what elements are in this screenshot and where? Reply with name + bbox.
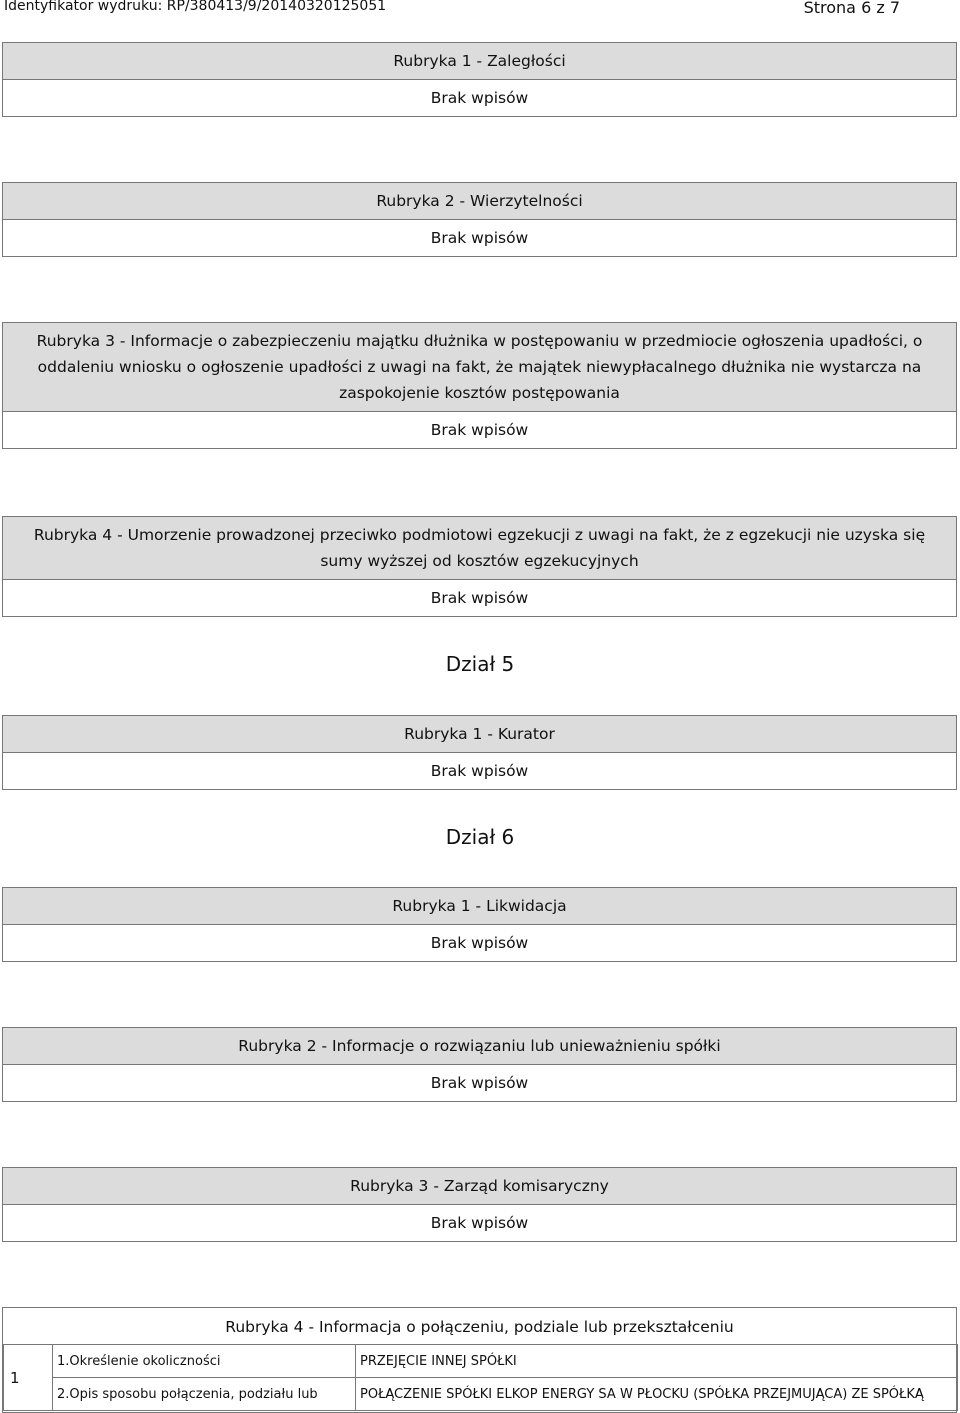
section-title: Rubryka 1 - Likwidacja: [3, 888, 956, 925]
section-zabezpieczenie-majatku: [2, 322, 957, 449]
entry-number: 1: [4, 1345, 53, 1411]
merger-table: [3, 1344, 958, 1411]
page-number: Strona 6 z 7: [803, 0, 900, 17]
print-identifier: Identyfikator wydruku: RP/380413/9/20140320125051: [4, 0, 387, 14]
row-value: POŁĄCZENIE SPÓŁKI ELKOP ENERGY SA W PŁOCKU (SPÓŁKA PRZEJMUJĄCA) ZE SPÓŁKĄ: [356, 1378, 958, 1411]
section-likwidacja: [2, 887, 957, 962]
dzial-6-heading: Dział 6: [445, 825, 515, 849]
section-title: Rubryka 1 - Zaległości: [3, 43, 956, 80]
section-umorzenie-egzekucji: [2, 516, 957, 617]
row-label: 1.Określenie okoliczności: [53, 1345, 356, 1378]
section-value: Brak wpisów: [430, 589, 529, 607]
section-title: Rubryka 2 - Informacje o rozwiązaniu lub unieważnieniu spółki: [3, 1028, 956, 1065]
section-title: Rubryka 3 - Zarząd komisaryczny: [3, 1168, 956, 1205]
section-wierzytelnosci: [2, 182, 957, 257]
section-value: Brak wpisów: [430, 421, 529, 439]
section-title: Rubryka 1 - Kurator: [3, 716, 956, 753]
section-kurator: [2, 715, 957, 790]
section-title: Rubryka 2 - Wierzytelności: [3, 183, 956, 220]
section-value: Brak wpisów: [430, 1214, 529, 1232]
table-row: [4, 1345, 958, 1378]
section-title: Rubryka 3 - Informacje o zabezpieczeniu majątku dłużnika w postępowaniu w przedmiocie ogłoszenia upadłości, o oddaleniu wniosku o ogłoszenie upadłości z uwagi na fakt, że majątek niewypłacalnego dłużnika nie wystarcza na zaspokojenie kosztów postępowania: [3, 323, 956, 412]
section-value: Brak wpisów: [430, 934, 529, 952]
section-zarzad-komisaryczny: [2, 1167, 957, 1242]
section-polaczenie-podzial: [2, 1307, 957, 1413]
section-value: Brak wpisów: [430, 762, 529, 780]
section-rozwiazanie-spolki: [2, 1027, 957, 1102]
row-label: 2.Opis sposobu połączenia, podziału lub: [53, 1378, 356, 1411]
section-value: Brak wpisów: [430, 1074, 529, 1092]
table-row: [4, 1378, 958, 1411]
row-value: PRZEJĘCIE INNEJ SPÓŁKI: [356, 1345, 958, 1378]
section-value: Brak wpisów: [430, 229, 529, 247]
section-title: Rubryka 4 - Informacja o połączeniu, podziale lub przekształceniu: [225, 1318, 734, 1336]
section-title: Rubryka 4 - Umorzenie prowadzonej przeciwko podmiotowi egzekucji z uwagi na fakt, że z egzekucji nie uzyska się sumy wyższej od kosztów egzekucyjnych: [3, 517, 956, 580]
section-value: Brak wpisów: [430, 89, 529, 107]
dzial-5-heading: Dział 5: [445, 652, 515, 676]
section-zaleglosci: [2, 42, 957, 117]
